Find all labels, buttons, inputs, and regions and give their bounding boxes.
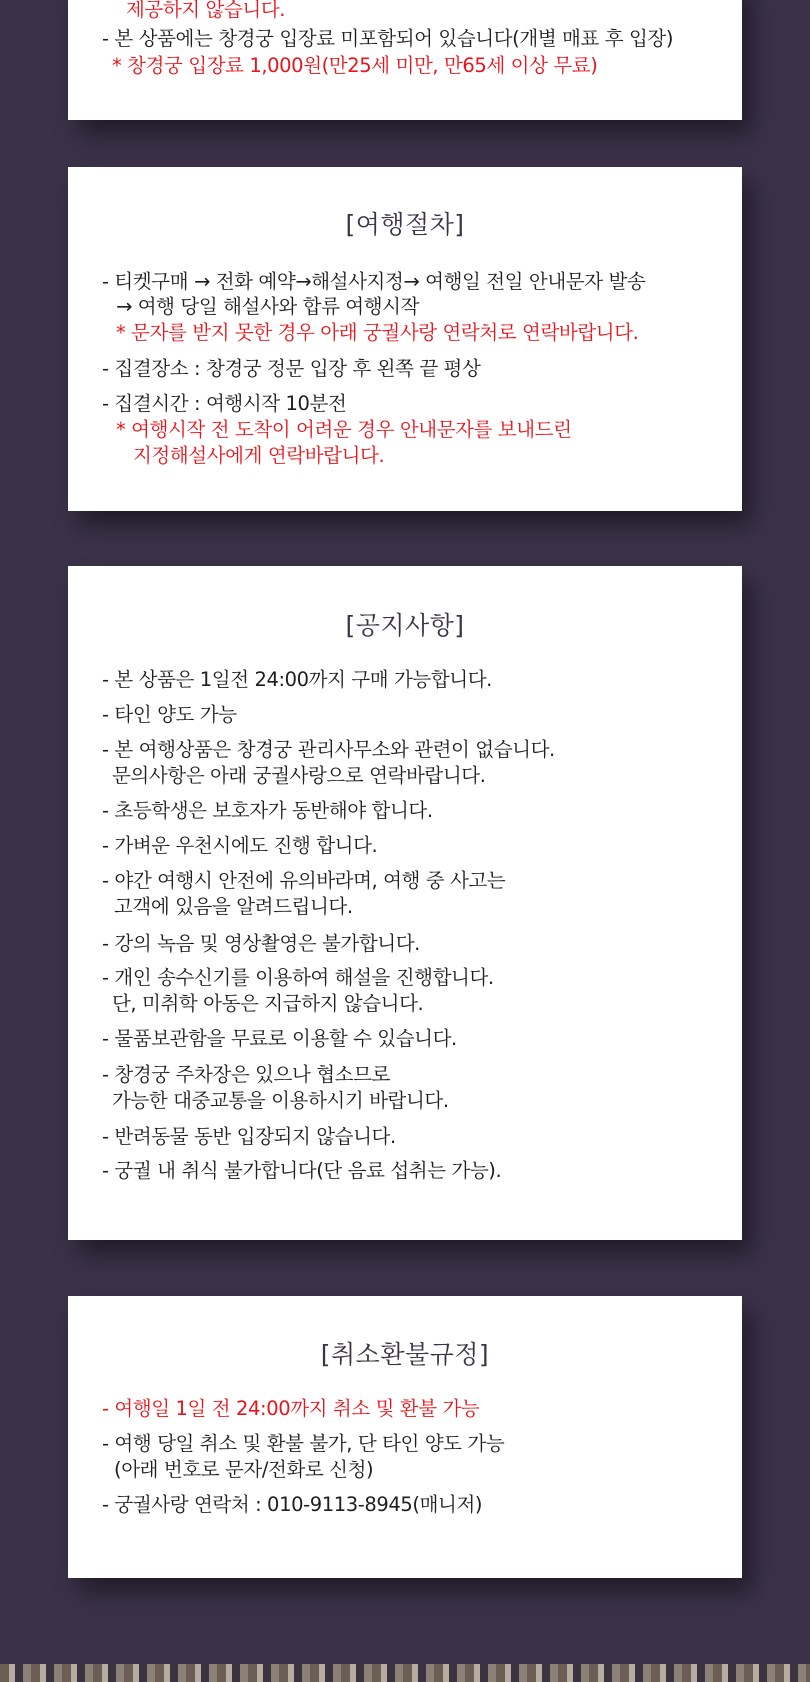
late-arrival-warning: * 여행시작 전 도착이 어려운 경우 안내문자를 보내드린	[116, 418, 572, 441]
refund-policy-card	[68, 1296, 742, 1578]
procedure-line: → 여행 당일 해설사와 합류 여행시작	[116, 295, 420, 318]
travel-procedure-title: [여행절차]	[345, 210, 465, 239]
admission-info-card	[68, 0, 742, 120]
notice-line: - 타인 양도 가능	[102, 703, 237, 726]
refund-policy-title: [취소환불규정]	[320, 1340, 490, 1369]
refund-line: - 여행 당일 취소 및 환불 불가, 단 타인 양도 가능	[102, 1432, 505, 1455]
refund-deadline: - 여행일 1일 전 24:00까지 취소 및 환불 가능	[102, 1397, 480, 1420]
cut-off-note: 제공하지 않습니다.	[126, 0, 286, 21]
notice-line: - 궁궐 내 취식 불가합니다(단 음료 섭취는 가능).	[102, 1159, 502, 1182]
notice-line: - 가벼운 우천시에도 진행 합니다.	[102, 834, 378, 857]
contact-number: - 궁궐사랑 연락처 : 010-9113-8945(매니저)	[102, 1493, 483, 1516]
procedure-warning: * 문자를 받지 못한 경우 아래 궁궐사랑 연락처로 연락바랍니다.	[116, 321, 639, 344]
notice-title: [공지사항]	[345, 611, 465, 640]
late-arrival-warning-cont: 지정해설사에게 연락바랍니다.	[133, 444, 385, 467]
decorative-image-strip	[0, 1664, 810, 1682]
notice-line: - 본 여행상품은 창경궁 관리사무소와 관련이 없습니다.	[102, 738, 555, 761]
notice-line: - 야간 여행시 안전에 유의바라며, 여행 중 사고는	[102, 869, 506, 892]
notice-line: - 반려동물 동반 입장되지 않습니다.	[102, 1125, 396, 1148]
notice-line: 가능한 대중교통을 이용하시기 바랍니다.	[112, 1089, 449, 1112]
notice-line: - 강의 녹음 및 영상촬영은 불가합니다.	[102, 932, 420, 955]
notice-line: 고객에 있음을 알려드립니다.	[114, 895, 353, 918]
admission-fee-note: - 본 상품에는 창경궁 입장료 미포함되어 있습니다(개별 매표 후 입장)	[102, 27, 674, 50]
admission-fee-price: * 창경궁 입장료 1,000원(만25세 미만, 만65세 이상 무료)	[112, 54, 598, 77]
notice-line: 단, 미취학 아동은 지급하지 않습니다.	[112, 992, 424, 1015]
notice-card	[68, 566, 742, 1240]
refund-line: (아래 번호로 문자/전화로 신청)	[114, 1458, 374, 1481]
notice-line: - 개인 송수신기를 이용하여 해설을 진행합니다.	[102, 966, 494, 989]
notice-line: - 물품보관함을 무료로 이용할 수 있습니다.	[102, 1027, 457, 1050]
notice-line: - 본 상품은 1일전 24:00까지 구매 가능합니다.	[102, 668, 492, 691]
meeting-time: - 집결시간 : 여행시작 10분전	[102, 392, 347, 415]
meeting-place: - 집결장소 : 창경궁 정문 입장 후 왼쪽 끝 평상	[102, 357, 481, 380]
notice-line: - 창경궁 주차장은 있으나 협소므로	[102, 1063, 390, 1086]
notice-line: 문의사항은 아래 궁궐사랑으로 연락바랍니다.	[112, 764, 486, 787]
procedure-line: - 티켓구매 → 전화 예약→해설사지정→ 여행일 전일 안내문자 발송	[102, 270, 646, 293]
travel-procedure-card	[68, 167, 742, 511]
notice-line: - 초등학생은 보호자가 동반해야 합니다.	[102, 799, 433, 822]
